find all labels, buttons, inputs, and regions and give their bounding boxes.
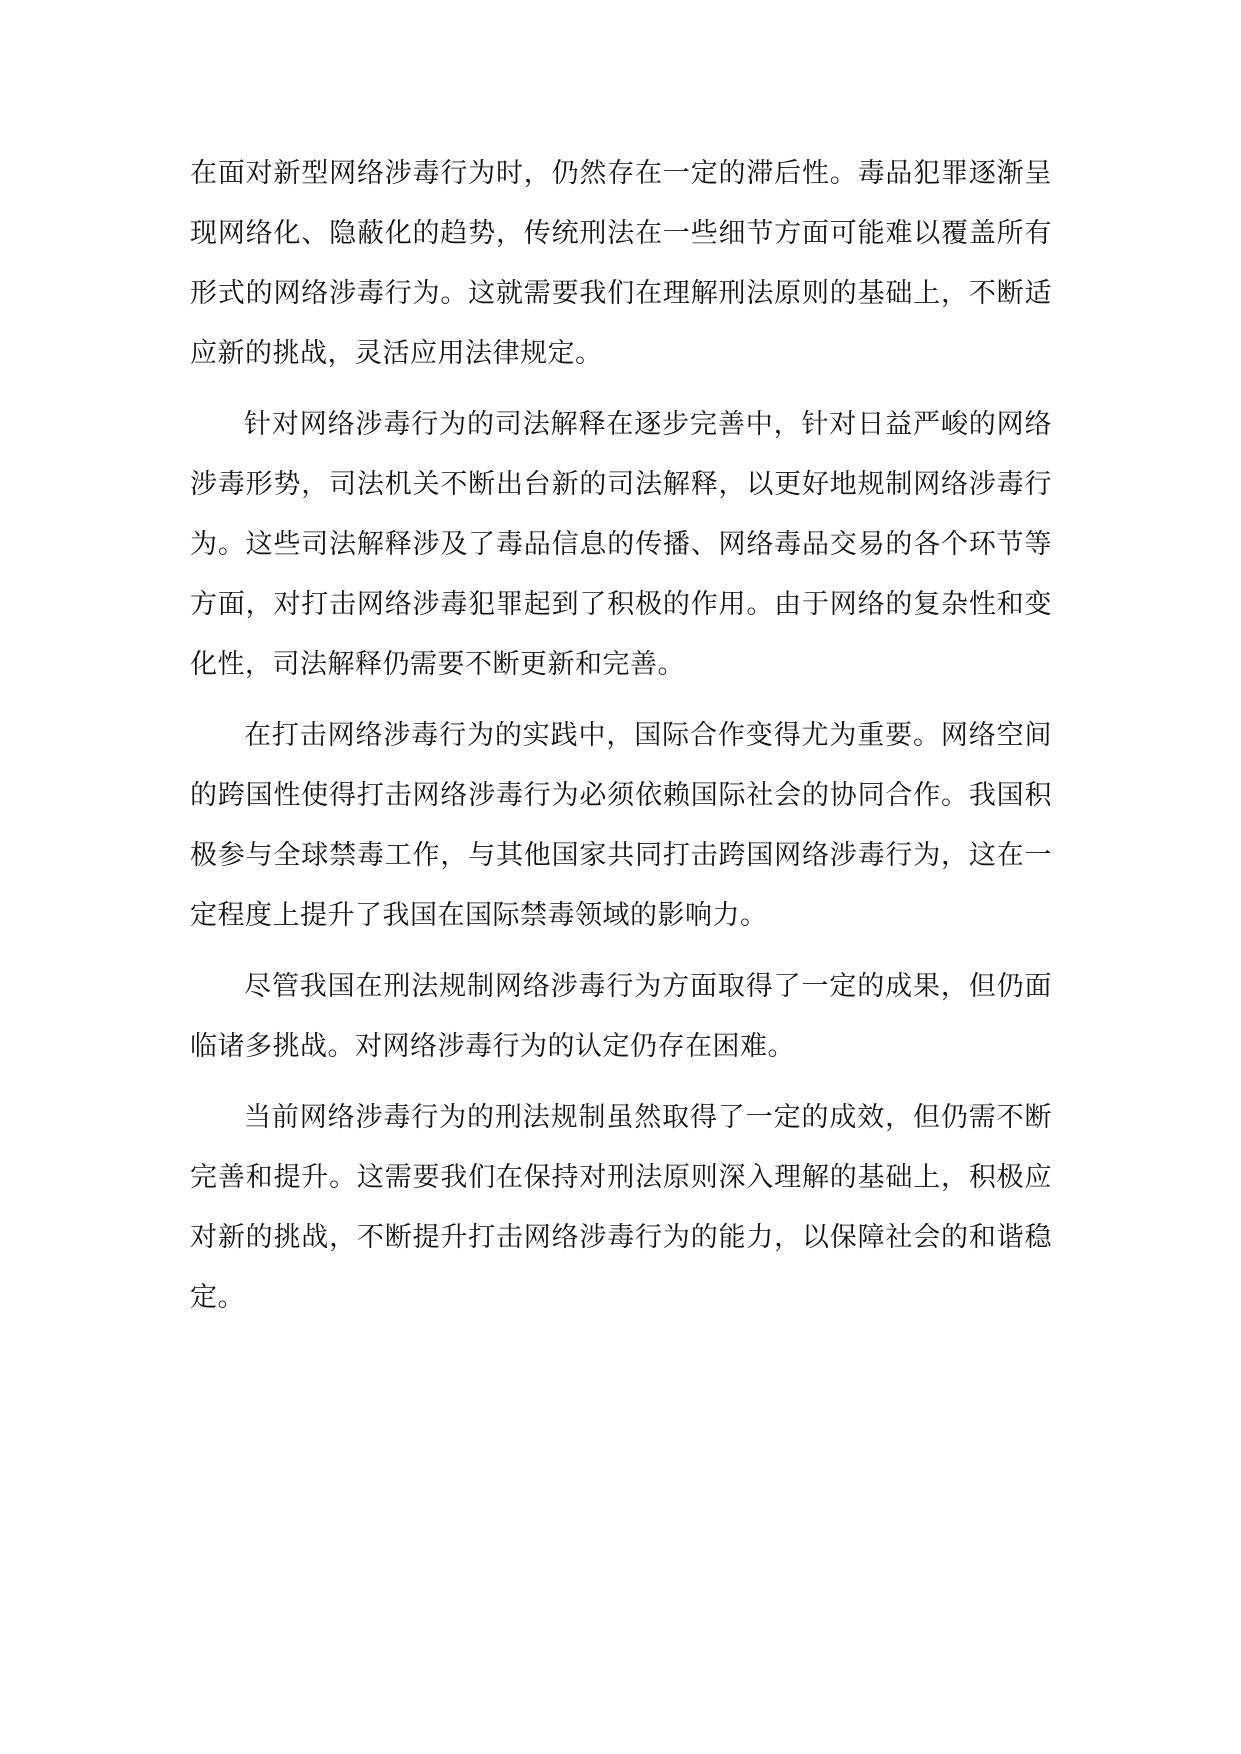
document-body (190, 144, 1052, 1328)
paragraph-5: 当前网络涉毒行为的刑法规制虽然取得了一定的成效，但仍需不断完善和提升。这需要我们在保持对刑法原则深入理解的基础上，积极应对新的挑战，不断提升打击网络涉毒行为的能力，以保障社会的和谐稳定。 (190, 1102, 1052, 1313)
paragraph-4: 尽管我国在刑法规制网络涉毒行为方面取得了一定的成果，但仍面临诸多挑战。对网络涉毒行为的认定仍存在困难。 (190, 971, 1052, 1062)
paragraph-1: 在面对新型网络涉毒行为时，仍然存在一定的滞后性。毒品犯罪逐渐呈现网络化、隐蔽化的趋势，传统刑法在一些细节方面可能难以覆盖所有形式的网络涉毒行为。这就需要我们在理解刑法原则的基础上，不断适应新的挑战，灵活应用法律规定。 (190, 158, 1052, 369)
paragraph-2: 针对网络涉毒行为的司法解释在逐步完善中，针对日益严峻的网络涉毒形势，司法机关不断出台新的司法解释，以更好地规制网络涉毒行为。这些司法解释涉及了毒品信息的传播、网络毒品交易的各个环节等方面，对打击网络涉毒犯罪起到了积极的作用。由于网络的复杂性和变化性，司法解释仍需要不断更新和完善。 (190, 409, 1052, 680)
paragraph-3: 在打击网络涉毒行为的实践中，国际合作变得尤为重要。网络空间的跨国性使得打击网络涉毒行为必须依赖国际社会的协同合作。我国积极参与全球禁毒工作，与其他国家共同打击跨国网络涉毒行为，这在一定程度上提升了我国在国际禁毒领域的影响力。 (190, 720, 1052, 931)
